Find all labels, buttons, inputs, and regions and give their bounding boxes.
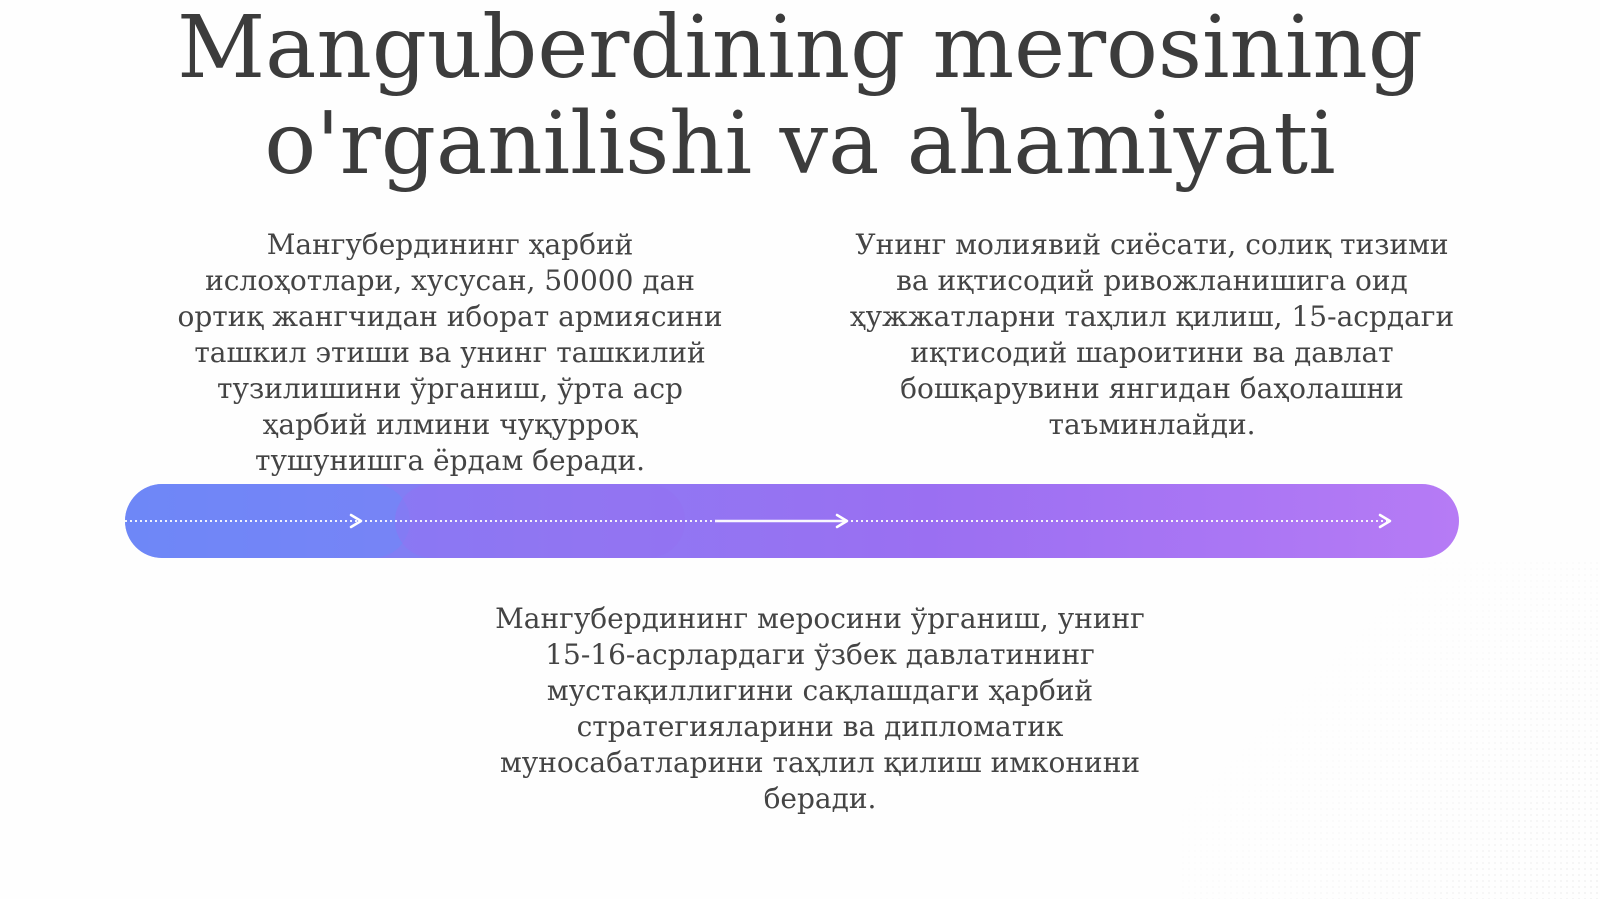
timeline-segment-1	[125, 484, 410, 558]
title-line-1: Manguberdining merosining	[177, 0, 1423, 98]
timeline-bar	[125, 484, 1459, 558]
background-texture	[1180, 560, 1600, 899]
page-title	[0, 0, 1600, 192]
text-block-legacy-study: Мангубердининг меросини ўрганиш, унинг 15-16-асрлардаги ўзбек давлатининг мустақиллигини сақлашдаги ҳарбий стратегияларини ва дипломатик муносабатларини таҳлил қилиш имконини беради.	[495, 602, 1145, 815]
timeline-graphic	[125, 484, 1459, 558]
text-block-financial-policy: Унинг молиявий сиёсати, солиқ тизими ва иқтисодий ривожланишига оид ҳужжатларни таҳлил қилиш, 15-асрдаги иқтисодий шароитини ва давлат бошқарувини янгидан баҳолашни таъминлайди.	[849, 228, 1455, 441]
text-block-military-reforms: Мангубердининг ҳарбий ислоҳотлари, хусусан, 50000 дан ортиқ жангчидан иборат армиясини ташкил этиши ва унинг ташкилий тузилишини ўрганиш, ўрта аср ҳарбий илмини чуқурроқ тушунишга ёрдам беради.	[177, 228, 723, 477]
title-line-2: o'rganilishi va ahamiyati	[264, 94, 1336, 194]
